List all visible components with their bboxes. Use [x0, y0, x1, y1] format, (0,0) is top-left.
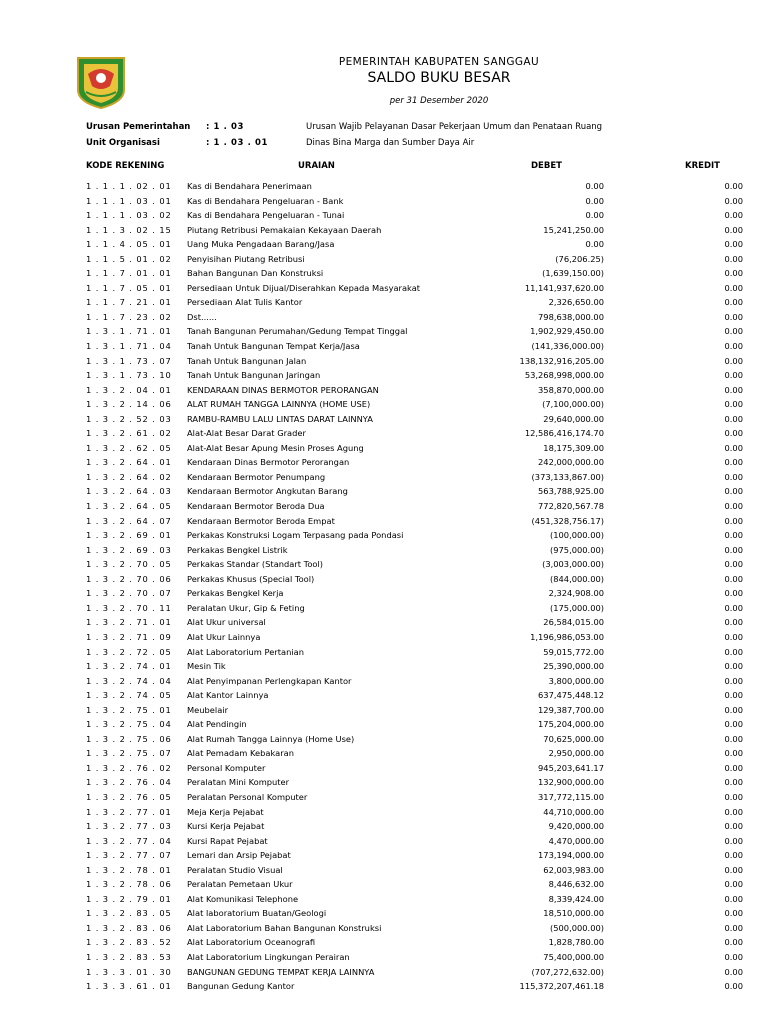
debit-amount: 25,390,000.00 [543, 661, 604, 672]
table-row [0, 428, 768, 443]
account-code: 1 . 1 . 7 . 05 . 01 [86, 282, 172, 293]
debit-amount: 8,339,424.00 [548, 893, 604, 904]
table-row [0, 879, 768, 894]
account-description: Kendaraan Dinas Bermotor Perorangan [187, 457, 350, 468]
account-description: Alat Penyimpanan Perlengkapan Kantor [187, 675, 352, 686]
table-row [0, 661, 768, 676]
unit-code: : 1 . 03 . 01 [206, 138, 269, 148]
account-code: 1 . 3 . 3 . 01 . 30 [86, 966, 172, 977]
credit-amount: 0.00 [724, 413, 743, 424]
account-description: KENDARAAN DINAS BERMOTOR PERORANGAN [187, 384, 379, 395]
table-row [0, 836, 768, 851]
column-header-kredit: KREDIT [685, 161, 720, 171]
account-code: 1 . 3 . 2 . 76 . 04 [86, 777, 172, 788]
credit-amount: 0.00 [724, 675, 743, 686]
credit-amount: 0.00 [724, 661, 743, 672]
account-code: 1 . 3 . 2 . 77 . 03 [86, 821, 172, 832]
account-description: Persediaan Alat Tulis Kantor [187, 297, 303, 308]
credit-amount: 0.00 [724, 588, 743, 599]
account-code: 1 . 3 . 1 . 71 . 04 [86, 341, 172, 352]
credit-amount: 0.00 [724, 384, 743, 395]
table-row [0, 777, 768, 792]
debit-amount: 2,324,908.00 [548, 588, 604, 599]
account-description: Kas di Bendahara Pengeluaran - Tunai [187, 210, 345, 221]
account-code: 1 . 3 . 2 . 74 . 05 [86, 690, 172, 701]
account-code: 1 . 3 . 2 . 83 . 06 [86, 922, 172, 933]
account-description: Kendaraan Bermotor Penumpang [187, 471, 326, 482]
account-code: 1 . 3 . 2 . 64 . 03 [86, 486, 172, 497]
credit-amount: 0.00 [724, 195, 743, 206]
credit-amount: 0.00 [724, 835, 743, 846]
account-code: 1 . 3 . 2 . 78 . 06 [86, 879, 172, 890]
credit-amount: 0.00 [724, 937, 743, 948]
account-code: 1 . 1 . 3 . 02 . 15 [86, 224, 172, 235]
account-description: Alat Ukur universal [187, 617, 266, 628]
table-row [0, 545, 768, 560]
table-row [0, 807, 768, 822]
account-code: 1 . 3 . 2 . 75 . 04 [86, 719, 172, 730]
table-row [0, 632, 768, 647]
report-title: SALDO BUKU BESAR [367, 70, 511, 86]
debit-amount: 115,372,207,461.18 [519, 981, 604, 992]
credit-amount: 0.00 [724, 559, 743, 570]
credit-amount: 0.00 [724, 893, 743, 904]
debit-amount: (975,000.00) [550, 544, 604, 555]
account-code: 1 . 3 . 2 . 77 . 01 [86, 806, 172, 817]
debit-amount: 75,400,000.00 [543, 951, 604, 962]
table-row [0, 196, 768, 211]
account-code: 1 . 1 . 1 . 03 . 01 [86, 195, 172, 206]
debit-amount: (7,100,000.00) [542, 399, 604, 410]
table-row [0, 530, 768, 545]
table-row [0, 457, 768, 472]
account-description: Tanah Untuk Bangunan Tempat Kerja/Jasa [187, 341, 360, 352]
account-description: Alat Rumah Tangga Lainnya (Home Use) [187, 733, 355, 744]
account-code: 1 . 3 . 2 . 04 . 01 [86, 384, 172, 395]
debit-amount: 70,625,000.00 [543, 733, 604, 744]
account-description: Alat Laboratorium Lingkungan Perairan [187, 951, 350, 962]
credit-amount: 0.00 [724, 704, 743, 715]
credit-amount: 0.00 [724, 399, 743, 410]
account-description: Kendaraan Bermotor Angkutan Barang [187, 486, 348, 497]
table-row [0, 850, 768, 865]
account-description: Peralatan Pemetaan Ukur [187, 879, 293, 890]
account-description: Personal Komputer [187, 762, 266, 773]
table-row [0, 472, 768, 487]
debit-amount: 11,141,937,620.00 [524, 282, 604, 293]
credit-amount: 0.00 [724, 821, 743, 832]
table-row [0, 385, 768, 400]
debit-amount: (707,272,632.00) [531, 966, 604, 977]
account-code: 1 . 3 . 2 . 77 . 07 [86, 850, 172, 861]
table-row [0, 210, 768, 225]
table-row [0, 501, 768, 516]
credit-amount: 0.00 [724, 690, 743, 701]
table-row [0, 588, 768, 603]
credit-amount: 0.00 [724, 370, 743, 381]
table-row [0, 894, 768, 909]
table-row [0, 865, 768, 880]
table-row [0, 734, 768, 749]
credit-amount: 0.00 [724, 530, 743, 541]
debit-amount: 15,241,250.00 [543, 224, 604, 235]
table-row [0, 414, 768, 429]
account-code: 1 . 1 . 7 . 01 . 01 [86, 268, 172, 279]
table-row [0, 559, 768, 574]
credit-amount: 0.00 [724, 515, 743, 526]
table-row [0, 399, 768, 414]
account-code: 1 . 3 . 1 . 71 . 01 [86, 326, 172, 337]
table-row [0, 225, 768, 240]
credit-amount: 0.00 [724, 268, 743, 279]
table-row [0, 603, 768, 618]
credit-amount: 0.00 [724, 951, 743, 962]
table-row [0, 574, 768, 589]
debit-amount: 0.00 [585, 210, 604, 221]
table-row [0, 719, 768, 734]
urusan-label: Urusan Pemerintahan [86, 122, 191, 132]
debit-amount: 18,175,309.00 [543, 442, 604, 453]
debit-amount: 2,950,000.00 [548, 748, 604, 759]
credit-amount: 0.00 [724, 442, 743, 453]
account-code: 1 . 3 . 2 . 83 . 52 [86, 937, 172, 948]
table-row [0, 486, 768, 501]
account-code: 1 . 3 . 2 . 52 . 03 [86, 413, 172, 424]
table-row [0, 617, 768, 632]
account-description: Uang Muka Pengadaan Barang/Jasa [187, 239, 335, 250]
account-description: Meubelair [187, 704, 228, 715]
credit-amount: 0.00 [724, 428, 743, 439]
account-description: Alat Pemadam Kebakaran [187, 748, 294, 759]
debit-amount: (373,133,867.00) [531, 471, 604, 482]
debit-amount: (76,206.25) [555, 253, 604, 264]
account-code: 1 . 3 . 2 . 75 . 01 [86, 704, 172, 715]
account-code: 1 . 3 . 2 . 77 . 04 [86, 835, 172, 846]
account-description: Piutang Retribusi Pemakaian Kekayaan Daerah [187, 224, 382, 235]
debit-amount: (451,328,756.17) [531, 515, 604, 526]
debit-amount: 18,510,000.00 [543, 908, 604, 919]
account-description: Alat laboratorium Buatan/Geologi [187, 908, 327, 919]
debit-amount: 9,420,000.00 [548, 821, 604, 832]
debit-amount: 175,204,000.00 [538, 719, 604, 730]
account-code: 1 . 3 . 2 . 74 . 04 [86, 675, 172, 686]
table-row [0, 748, 768, 763]
table-row [0, 923, 768, 938]
credit-amount: 0.00 [724, 239, 743, 250]
account-description: Perkakas Khusus (Special Tool) [187, 573, 315, 584]
credit-amount: 0.00 [724, 981, 743, 992]
account-description: Alat Komunikasi Telephone [187, 893, 299, 904]
credit-amount: 0.00 [724, 573, 743, 584]
account-code: 1 . 3 . 2 . 75 . 06 [86, 733, 172, 744]
credit-amount: 0.00 [724, 631, 743, 642]
credit-amount: 0.00 [724, 501, 743, 512]
debit-amount: 637,475,448.12 [538, 690, 604, 701]
account-code: 1 . 3 . 2 . 64 . 02 [86, 471, 172, 482]
report-period: per 31 Desember 2020 [389, 96, 489, 106]
urusan-description: Urusan Wajib Pelayanan Dasar Pekerjaan Umum dan Penataan Ruang [306, 122, 603, 132]
account-code: 1 . 3 . 1 . 73 . 10 [86, 370, 172, 381]
account-description: Bangunan Gedung Kantor [187, 981, 295, 992]
debit-amount: 8,446,632.00 [548, 879, 604, 890]
account-description: Alat-Alat Besar Apung Mesin Proses Agung [187, 442, 364, 453]
account-description: Dst...... [187, 311, 217, 322]
account-description: Alat Laboratorium Pertanian [187, 646, 304, 657]
credit-amount: 0.00 [724, 733, 743, 744]
account-code: 1 . 3 . 2 . 62 . 05 [86, 442, 172, 453]
credit-amount: 0.00 [724, 966, 743, 977]
credit-amount: 0.00 [724, 341, 743, 352]
credit-amount: 0.00 [724, 748, 743, 759]
account-code: 1 . 3 . 2 . 14 . 06 [86, 399, 172, 410]
debit-amount: 4,470,000.00 [548, 835, 604, 846]
account-code: 1 . 3 . 2 . 71 . 09 [86, 631, 172, 642]
credit-amount: 0.00 [724, 646, 743, 657]
account-description: Mesin Tik [187, 661, 226, 672]
account-description: Persediaan Untuk Dijual/Diserahkan Kepada Masyarakat [187, 282, 421, 293]
credit-amount: 0.00 [724, 864, 743, 875]
account-description: BANGUNAN GEDUNG TEMPAT KERJA LAINNYA [187, 966, 375, 977]
credit-amount: 0.00 [724, 850, 743, 861]
table-row [0, 763, 768, 778]
debit-amount: 62,003,983.00 [543, 864, 604, 875]
credit-amount: 0.00 [724, 544, 743, 555]
column-header-kode: KODE REKENING [86, 161, 165, 171]
account-code: 1 . 3 . 2 . 83 . 05 [86, 908, 172, 919]
credit-amount: 0.00 [724, 762, 743, 773]
account-code: 1 . 3 . 2 . 70 . 05 [86, 559, 172, 570]
account-description: Kursi Kerja Pejabat [187, 821, 265, 832]
credit-amount: 0.00 [724, 297, 743, 308]
account-description: ALAT RUMAH TANGGA LAINNYA (HOME USE) [187, 399, 371, 410]
credit-amount: 0.00 [724, 879, 743, 890]
account-description: Perkakas Bengkel Listrik [187, 544, 288, 555]
table-row [0, 516, 768, 531]
account-code: 1 . 3 . 2 . 61 . 02 [86, 428, 172, 439]
account-code: 1 . 3 . 2 . 70 . 07 [86, 588, 172, 599]
table-row [0, 312, 768, 327]
debit-amount: 59,015,772.00 [543, 646, 604, 657]
debit-amount: 26,584,015.00 [543, 617, 604, 628]
urusan-code: : 1 . 03 [206, 122, 245, 132]
credit-amount: 0.00 [724, 181, 743, 191]
credit-amount: 0.00 [724, 224, 743, 235]
account-description: Kas di Bendahara Penerimaan [187, 181, 312, 191]
debit-amount: 317,772,115.00 [538, 791, 604, 802]
account-code: 1 . 3 . 2 . 76 . 02 [86, 762, 172, 773]
account-description: Alat-Alat Besar Darat Grader [187, 428, 306, 439]
debit-amount: (500,000.00) [550, 922, 604, 933]
account-description: Perkakas Bengkel Kerja [187, 588, 284, 599]
debit-amount: (844,000.00) [550, 573, 604, 584]
debit-amount: 945,203,641.17 [538, 762, 604, 773]
account-description: Alat Laboratorium Oceanografi [187, 937, 316, 948]
debit-amount: 1,902,929,450.00 [530, 326, 604, 337]
credit-amount: 0.00 [724, 908, 743, 919]
account-description: Alat Kantor Lainnya [187, 690, 269, 701]
credit-amount: 0.00 [724, 719, 743, 730]
account-description: Perkakas Konstruksi Logam Terpasang pada Pondasi [187, 530, 404, 541]
account-code: 1 . 3 . 2 . 74 . 01 [86, 661, 172, 672]
debit-amount: (3,003,000.00) [542, 559, 604, 570]
debit-amount: 12,586,416,174.70 [524, 428, 604, 439]
account-description: Peralatan Personal Komputer [187, 791, 308, 802]
account-code: 1 . 3 . 2 . 75 . 07 [86, 748, 172, 759]
unit-label: Unit Organisasi [86, 138, 160, 148]
account-code: 1 . 3 . 2 . 78 . 01 [86, 864, 172, 875]
credit-amount: 0.00 [724, 777, 743, 788]
table-row [0, 908, 768, 923]
credit-amount: 0.00 [724, 210, 743, 221]
debit-amount: 29,640,000.00 [543, 413, 604, 424]
debit-amount: 138,132,916,205.00 [519, 355, 604, 366]
column-header-debet: DEBET [531, 161, 562, 171]
credit-amount: 0.00 [724, 253, 743, 264]
table-row [0, 792, 768, 807]
table-row [0, 967, 768, 982]
account-code: 1 . 3 . 2 . 64 . 01 [86, 457, 172, 468]
debit-amount: 563,788,925.00 [538, 486, 604, 497]
account-description: Tanah Untuk Bangunan Jaringan [187, 370, 321, 381]
table-row [0, 981, 768, 996]
debit-amount: (141,336,000.00) [531, 341, 604, 352]
unit-description: Dinas Bina Marga dan Sumber Daya Air [306, 138, 475, 148]
account-code: 1 . 1 . 5 . 01 . 02 [86, 253, 172, 264]
account-code: 1 . 3 . 2 . 76 . 05 [86, 791, 172, 802]
government-name: PEMERINTAH KABUPATEN SANGGAU [338, 56, 540, 68]
table-row [0, 952, 768, 967]
table-row [0, 268, 768, 283]
ledger-table-body [0, 181, 768, 996]
debit-amount: 44,710,000.00 [543, 806, 604, 817]
account-description: Alat Pendingin [187, 719, 247, 730]
account-code: 1 . 1 . 1 . 02 . 01 [86, 181, 172, 191]
account-code: 1 . 1 . 7 . 21 . 01 [86, 297, 172, 308]
debit-amount: 2,326,650.00 [548, 297, 604, 308]
account-description: Kursi Rapat Pejabat [187, 835, 268, 846]
table-row [0, 821, 768, 836]
credit-amount: 0.00 [724, 602, 743, 613]
debit-amount: 798,638,000.00 [538, 311, 604, 322]
credit-amount: 0.00 [724, 326, 743, 337]
table-row [0, 356, 768, 371]
credit-amount: 0.00 [724, 282, 743, 293]
account-code: 1 . 3 . 2 . 69 . 01 [86, 530, 172, 541]
account-description: Peralatan Ukur, Gip & Feting [187, 602, 305, 613]
table-row [0, 647, 768, 662]
credit-amount: 0.00 [724, 471, 743, 482]
table-row [0, 705, 768, 720]
table-row [0, 181, 768, 196]
debit-amount: (100,000.00) [550, 530, 604, 541]
account-code: 1 . 3 . 2 . 64 . 05 [86, 501, 172, 512]
account-code: 1 . 3 . 2 . 70 . 06 [86, 573, 172, 584]
account-code: 1 . 3 . 1 . 73 . 07 [86, 355, 172, 366]
debit-amount: (175,000.00) [550, 602, 604, 613]
account-code: 1 . 3 . 2 . 69 . 03 [86, 544, 172, 555]
table-row [0, 370, 768, 385]
debit-amount: 1,828,780.00 [548, 937, 604, 948]
account-code: 1 . 1 . 4 . 05 . 01 [86, 239, 172, 250]
account-description: Kendaraan Bermotor Beroda Dua [187, 501, 325, 512]
account-description: Alat Ukur Lainnya [187, 631, 261, 642]
table-row [0, 283, 768, 298]
account-description: RAMBU-RAMBU LALU LINTAS DARAT LAINNYA [187, 413, 373, 424]
column-header-uraian: URAIAN [298, 161, 335, 171]
account-code: 1 . 3 . 2 . 72 . 05 [86, 646, 172, 657]
credit-amount: 0.00 [724, 457, 743, 468]
debit-amount: 772,820,567.78 [538, 501, 604, 512]
table-row [0, 443, 768, 458]
debit-amount: (1,639,150.00) [542, 268, 604, 279]
debit-amount: 358,870,000.00 [538, 384, 604, 395]
debit-amount: 3,800,000.00 [548, 675, 604, 686]
account-code: 1 . 3 . 2 . 71 . 01 [86, 617, 172, 628]
credit-amount: 0.00 [724, 922, 743, 933]
credit-amount: 0.00 [724, 791, 743, 802]
credit-amount: 0.00 [724, 486, 743, 497]
account-code: 1 . 3 . 2 . 64 . 07 [86, 515, 172, 526]
debit-amount: 132,900,000.00 [538, 777, 604, 788]
account-code: 1 . 1 . 7 . 23 . 02 [86, 311, 172, 322]
table-row [0, 341, 768, 356]
account-code: 1 . 1 . 1 . 03 . 02 [86, 210, 172, 221]
debit-amount: 242,000,000.00 [538, 457, 604, 468]
account-description: Penyisihan Piutang Retribusi [187, 253, 305, 264]
account-description: Tanah Untuk Bangunan Jalan [187, 355, 307, 366]
account-description: Kas di Bendahara Pengeluaran - Bank [187, 195, 344, 206]
credit-amount: 0.00 [724, 311, 743, 322]
account-code: 1 . 3 . 2 . 79 . 01 [86, 893, 172, 904]
table-row [0, 239, 768, 254]
table-row [0, 254, 768, 269]
debit-amount: 0.00 [585, 181, 604, 191]
debit-amount: 0.00 [585, 239, 604, 250]
debit-amount: 1,196,986,053.00 [530, 631, 604, 642]
account-description: Kendaraan Bermotor Beroda Empat [187, 515, 335, 526]
table-row [0, 297, 768, 312]
account-description: Lemari dan Arsip Pejabat [187, 850, 291, 861]
account-description: Perkakas Standar (Standart Tool) [187, 559, 324, 570]
table-row [0, 676, 768, 691]
account-code: 1 . 3 . 2 . 83 . 53 [86, 951, 172, 962]
table-row [0, 326, 768, 341]
account-description: Alat Laboratorium Bahan Bangunan Konstruksi [187, 922, 382, 933]
credit-amount: 0.00 [724, 806, 743, 817]
table-row [0, 937, 768, 952]
debit-amount: 129,387,700.00 [538, 704, 604, 715]
debit-amount: 53,268,998,000.00 [524, 370, 604, 381]
table-row [0, 690, 768, 705]
account-code: 1 . 3 . 3 . 61 . 01 [86, 981, 172, 992]
credit-amount: 0.00 [724, 617, 743, 628]
account-description: Bahan Bangunan Dan Konstruksi [187, 268, 324, 279]
credit-amount: 0.00 [724, 355, 743, 366]
account-code: 1 . 3 . 2 . 70 . 11 [86, 602, 172, 613]
debit-amount: 173,194,000.00 [538, 850, 604, 861]
account-description: Peralatan Mini Komputer [187, 777, 290, 788]
account-description: Meja Kerja Pejabat [187, 806, 264, 817]
account-description: Tanah Bangunan Perumahan/Gedung Tempat Tinggal [187, 326, 408, 337]
debit-amount: 0.00 [585, 195, 604, 206]
account-description: Peralatan Studio Visual [187, 864, 283, 875]
